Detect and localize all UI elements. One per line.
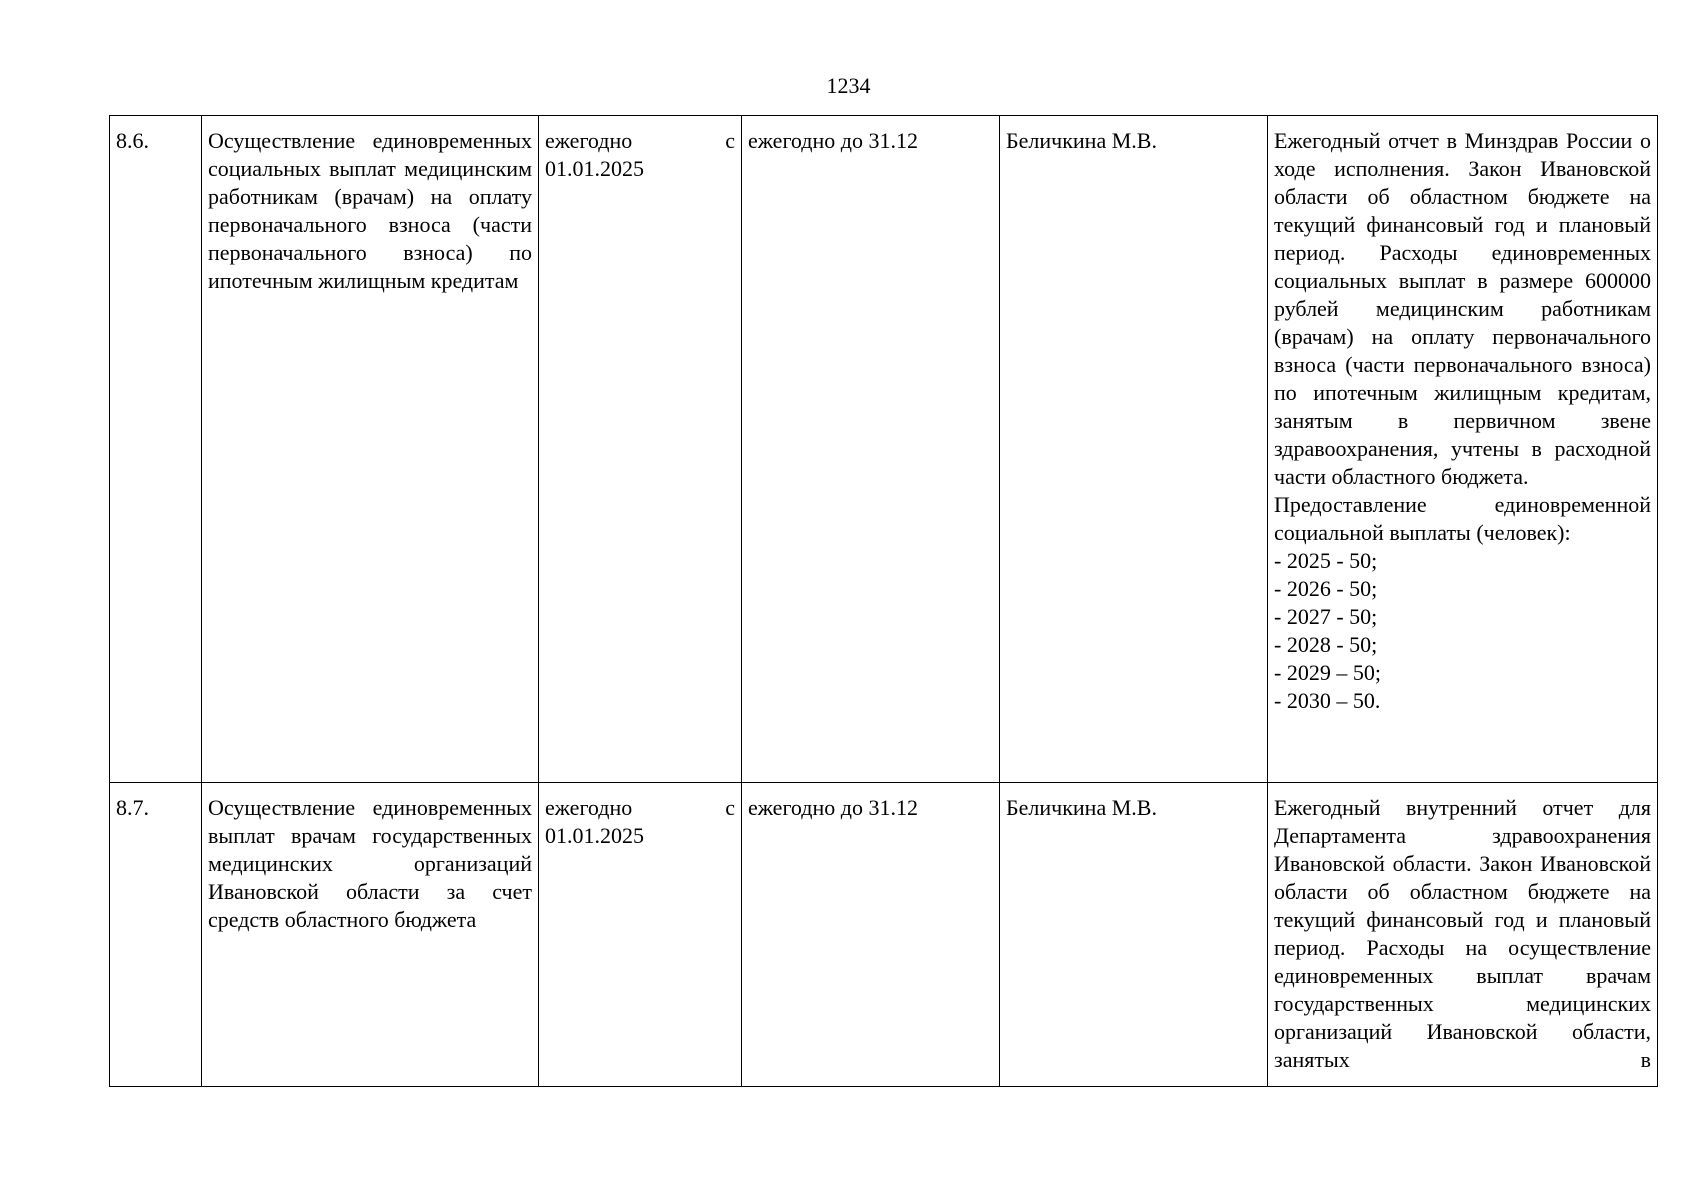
expected-result (1268, 116, 1658, 783)
responsible-person: Беличкина М.В. (1000, 783, 1268, 1087)
start-date: ежегодно с 01.01.2025 (539, 783, 742, 1087)
row-number: 8.7. (110, 783, 202, 1087)
table-row (110, 783, 1658, 1087)
list-item: - 2025 - 50; (1274, 548, 1378, 573)
list-item: - 2030 – 50. (1274, 688, 1381, 713)
row-number: 8.6. (110, 116, 202, 783)
result-subtitle: Предоставление единовременной социальной выплаты (человек): (1274, 492, 1651, 545)
list-item: - 2029 – 50; (1274, 660, 1381, 685)
list-item: - 2026 - 50; (1274, 576, 1378, 601)
measure-title: Осуществление единовременных выплат врачам государственных медицинских организаций Ивановской области за счет средств областного бюджета (202, 783, 539, 1087)
list-item: - 2027 - 50; (1274, 604, 1378, 629)
start-date: ежегодно с 01.01.2025 (539, 116, 742, 783)
table-row (110, 116, 1658, 783)
responsible-person: Беличкина М.В. (1000, 116, 1268, 783)
expected-result (1268, 783, 1658, 1087)
result-text: Ежегодный отчет в Минздрав России о ходе исполнения. Закон Ивановской области об областном бюджете на текущий финансовый год и плановый период. Расходы единовременных социальных выплат в размере 600000 рублей медицинским работникам (врачам) на оплату первоначального взноса (части первоначального взноса) по ипотечным жилищным кредитам, занятым в первичном звене здравоохранения, учтены в расходной части областного бюджета. (1274, 128, 1651, 489)
measures-table (109, 115, 1658, 1087)
end-date: ежегодно до 31.12 (742, 783, 1000, 1087)
end-date: ежегодно до 31.12 (742, 116, 1000, 783)
page-number: 1234 (826, 73, 871, 98)
measure-title: Осуществление единовременных социальных выплат медицинским работникам (врачам) на оплату первоначального взноса (части первоначального взноса) по ипотечным жилищным кредитам (202, 116, 539, 783)
result-text: Ежегодный внутренний отчет для Департамента здравоохранения Ивановской области. Закон Ивановской области об областном бюджете на текущий финансовый год и плановый период. Расходы на осуществление единовременных выплат врачам государственных медицинских организаций Ивановской области, занятых в (1274, 795, 1651, 1072)
list-item: - 2028 - 50; (1274, 632, 1378, 657)
